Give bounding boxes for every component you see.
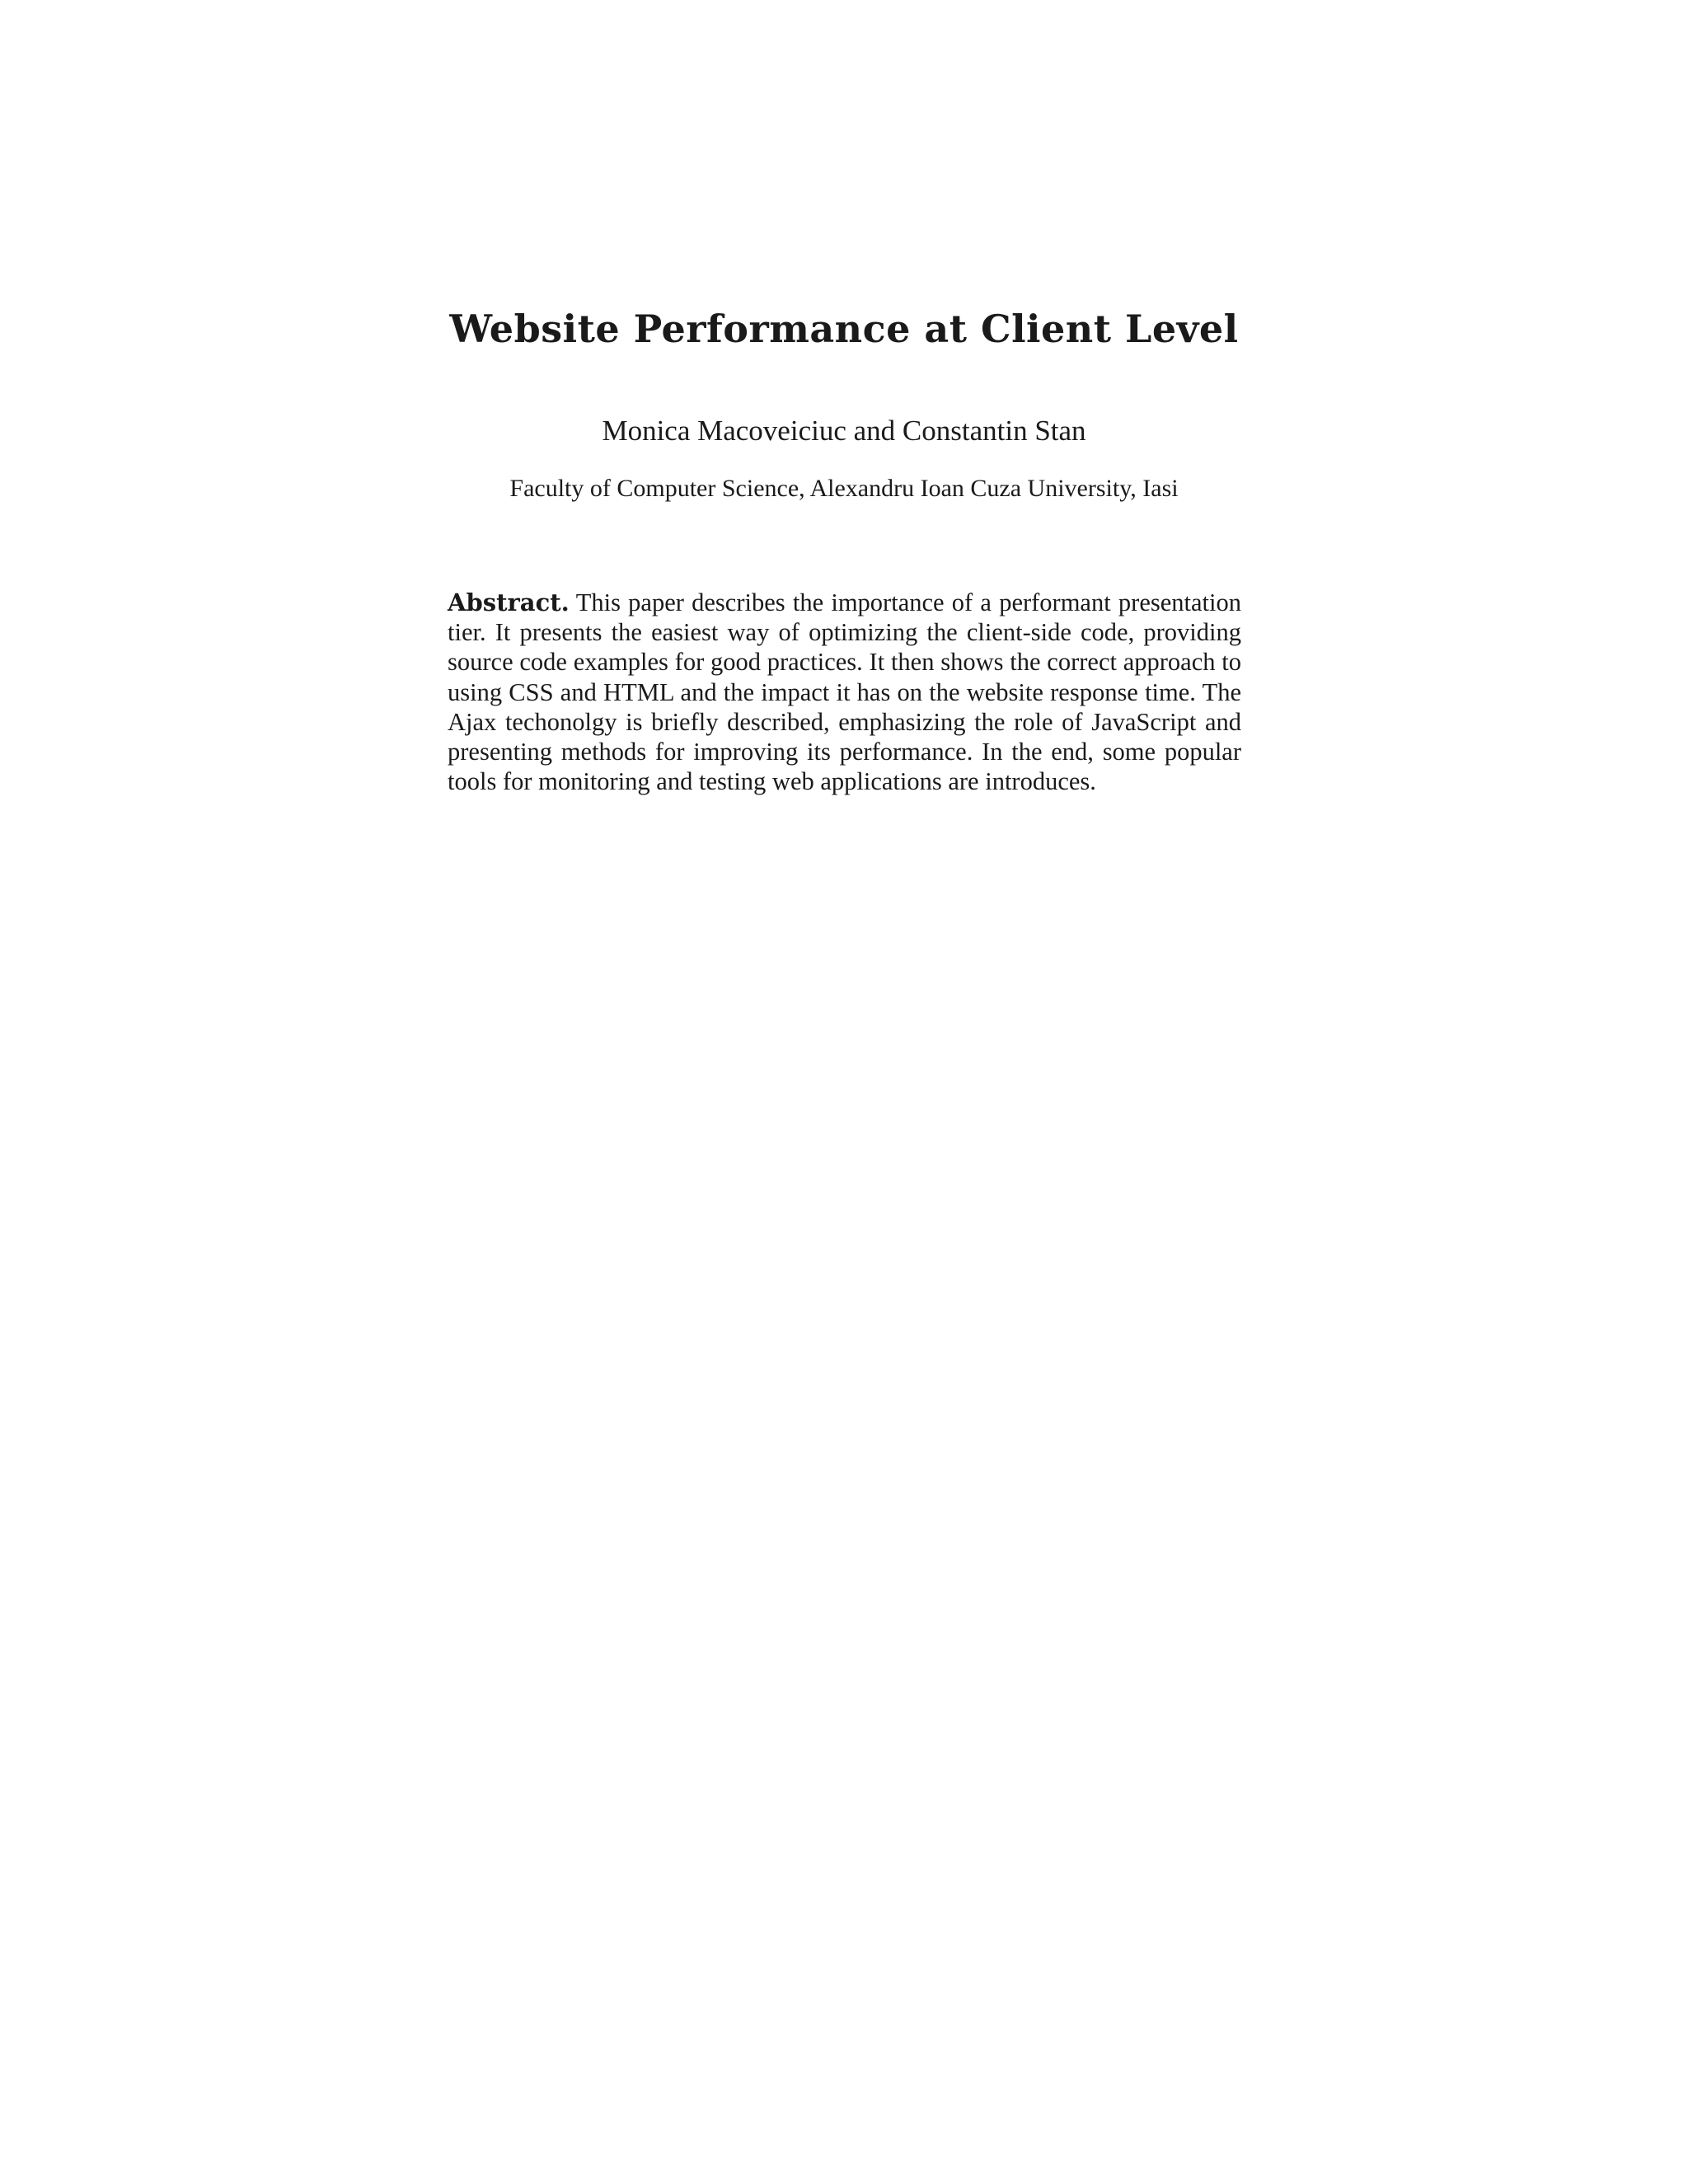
- abstract-label: Abstract.: [448, 588, 570, 616]
- paper-affiliation: Faculty of Computer Science, Alexandru Ioan Cuza University, Iasi: [509, 475, 1179, 502]
- abstract-paragraph: [448, 588, 1241, 796]
- paper-title: Website Performance at Client Level: [449, 307, 1239, 351]
- paper-authors: Monica Macoveiciuc and Constantin Stan: [602, 415, 1086, 447]
- abstract-text: This paper describes the importance of a performant presentation tier. It presents the easiest way of optimizing the client-side code, providing source code examples for good practices. It then shows the correct approach to using CSS and HTML and the impact it has on the website response time. The Ajax techonolgy is briefly described, emphasizing the role of JavaScript and presenting methods for improving its performance. In the end, some popular tools for monitoring and testing web applications are introduces.: [448, 588, 1241, 796]
